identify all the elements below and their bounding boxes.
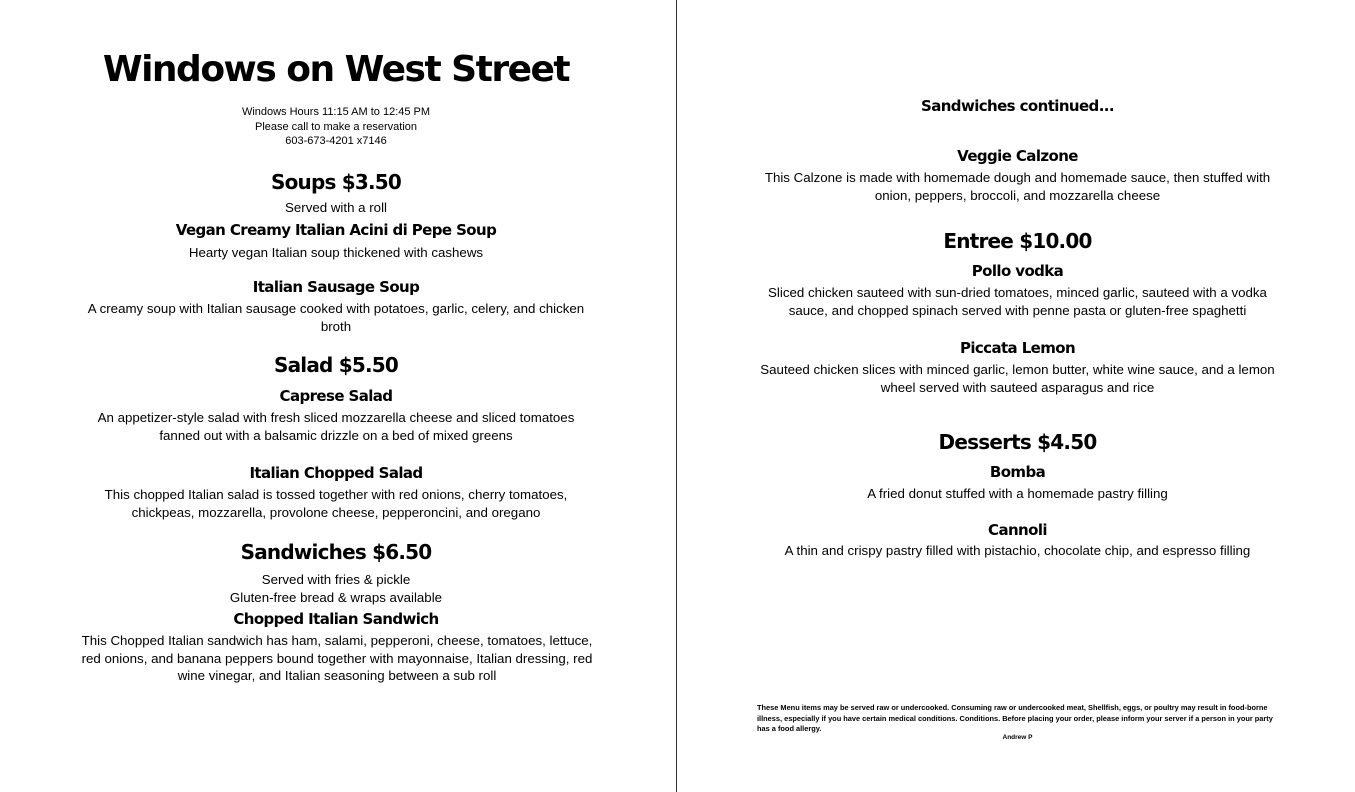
salad-heading: Salad $5.50 xyxy=(274,353,398,377)
soup-item-desc: Hearty vegan Italian soup thickened with cashews xyxy=(188,245,484,260)
dessert-item-desc: A thin and crispy pastry filled with pistachio, chocolate chip, and espresso filling xyxy=(784,543,1251,558)
salad-item-name: Caprese Salad xyxy=(279,387,393,405)
author-signature: Andrew P xyxy=(1002,734,1033,741)
restaurant-title: Windows on West Street xyxy=(102,49,570,90)
entree-item-desc: Sauteed chicken slices with minced garlic, lemon butter, white wine sauce, and a lemon wheel served with sauteed asparagus and rice xyxy=(760,362,1275,395)
dessert-item-name: Bomba xyxy=(989,463,1046,481)
soups-heading: Soups $3.50 xyxy=(270,170,402,194)
salad-item-desc: This chopped Italian salad is tossed together with red onions, cherry tomatoes, chickpeas, mozzarella, provolone cheese, pepperoncini, and oregano xyxy=(104,487,568,520)
menu-page-right xyxy=(678,0,1355,792)
desserts-heading: Desserts $4.50 xyxy=(938,430,1097,454)
sandwiches-note-gluten-free: Gluten-free bread & wraps available xyxy=(229,590,443,605)
sandwiches-continued-heading: Sandwiches continued... xyxy=(921,97,1114,115)
entree-item-name: Pollo vodka xyxy=(971,262,1064,280)
soups-note: Served with a roll xyxy=(285,200,387,215)
hours-text: Windows Hours 11:15 AM to 12:45 PM xyxy=(241,106,431,118)
soup-item-desc: A creamy soup with Italian sausage cooked with potatoes, garlic, celery, and chicken broth xyxy=(87,301,585,334)
salad-item-name: Italian Chopped Salad xyxy=(249,464,423,482)
sandwich-item-name: Chopped Italian Sandwich xyxy=(233,610,439,628)
sandwiches-note-fries: Served with fries & pickle xyxy=(261,572,411,587)
sandwiches-heading: Sandwiches $6.50 xyxy=(240,540,432,564)
reservation-text: Please call to make a reservation xyxy=(254,120,418,133)
entree-item-desc: Sliced chicken sauteed with sun-dried tomatoes, minced garlic, sauteed with a vodka sauce, and chopped spinach served with penne pasta or gluten-free spaghetti xyxy=(768,285,1267,318)
phone-text: 603-673-4201 x7146 xyxy=(285,135,387,147)
entree-item-name: Piccata Lemon xyxy=(959,339,1076,357)
allergy-disclaimer: These Menu items may be served raw or undercooked. Consuming raw or undercooked meat, Shellfish, eggs, or poultry may result in food-borne illness, especially if you have certain medical conditions. Conditions. Before placing your order, please inform your server if a person in your party has a food allergy. xyxy=(757,703,1273,733)
entree-heading: Entree $10.00 xyxy=(943,229,1092,253)
salad-item-desc: An appetizer-style salad with fresh sliced mozzarella cheese and sliced tomatoes fanned out with a balsamic drizzle on a bed of mixed greens xyxy=(97,410,575,443)
calzone-name: Veggie Calzone xyxy=(957,147,1078,165)
dessert-item-desc: A fried donut stuffed with a homemade pastry filling xyxy=(867,486,1168,501)
calzone-desc: This Calzone is made with homemade dough and homemade sauce, then stuffed with onion, peppers, broccoli, and mozzarella cheese xyxy=(764,170,1271,203)
dessert-item-name: Cannoli xyxy=(988,521,1047,539)
soup-item-name: Vegan Creamy Italian Acini di Pepe Soup xyxy=(175,221,497,239)
page-divider xyxy=(676,0,677,792)
menu-page-left xyxy=(0,0,676,792)
soup-item-name: Italian Sausage Soup xyxy=(252,278,420,296)
sandwich-item-desc: This Chopped Italian sandwich has ham, salami, pepperoni, cheese, tomatoes, lettuce, red onions, and banana peppers bound together with mayonnaise, Italian dressing, red wine vinegar, and Italian seasoning between a sub roll xyxy=(81,633,593,683)
